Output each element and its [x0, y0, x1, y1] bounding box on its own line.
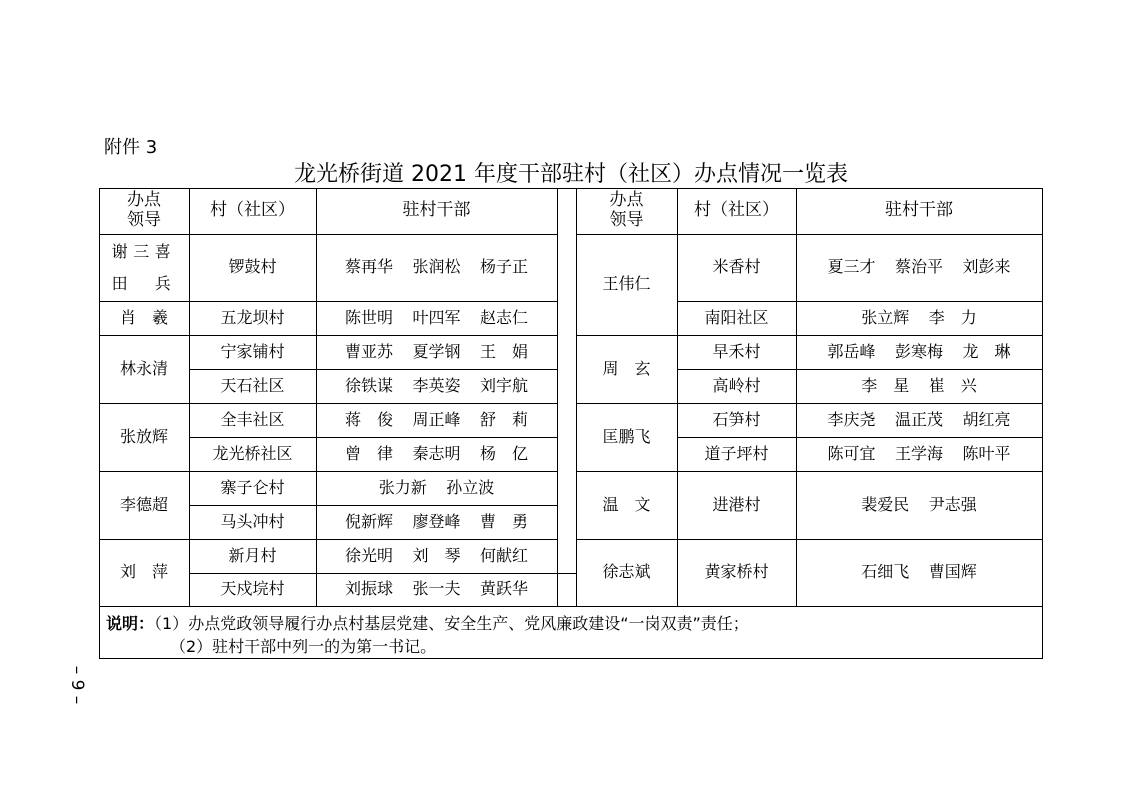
village-name: 宁家铺村	[220, 341, 285, 361]
cadres-cell: 徐光明 刘 琴 何献红	[345, 545, 528, 565]
cadres-cell: 裴爱民 尹志强	[861, 494, 977, 514]
header-leader-line2: 领导	[609, 210, 644, 230]
village-name: 五龙坝村	[220, 307, 285, 327]
cadres-cell: 陈世明 叶四军 赵志仁	[345, 307, 528, 327]
cadres-cell: 刘振球 张一夫 黄跃华	[345, 579, 528, 599]
leader-cell: 匡鹏飞	[602, 426, 651, 446]
note-text: （1）办点党政领导履行办点村基层党建、安全生产、党风廉政建设“一岗双责”责任；	[154, 614, 749, 633]
cadres-cell: 夏三才 蔡治平 刘彭来	[827, 257, 1011, 277]
village-name: 全丰社区	[220, 409, 285, 429]
cadres-cell: 郭岳峰 彭寒梅 龙 琳	[827, 341, 1011, 361]
village-name: 米香村	[712, 257, 761, 277]
village-name: 南阳社区	[704, 307, 769, 327]
notes	[106, 612, 749, 658]
village-name: 高岭村	[712, 375, 761, 395]
header-leader-line1: 办点	[127, 190, 161, 211]
village-name: 龙光桥社区	[212, 443, 293, 463]
leader-name: 田 兵	[111, 273, 177, 293]
cadres-cell: 曹亚苏 夏学钢 王 娟	[345, 341, 528, 361]
page-title: 龙光桥街道 2021 年度干部驻村（社区）办点情况一览表	[294, 162, 848, 187]
header-leader-line2: 领导	[127, 210, 161, 230]
cadres-cell: 蒋 俊 周正峰 舒 莉	[345, 409, 528, 429]
cadres-cell: 李 星 崔 兴	[861, 375, 977, 395]
attachment-label: 附件 3	[104, 137, 158, 158]
assignment-table	[99, 188, 1043, 659]
village-name: 天石社区	[220, 375, 285, 395]
note-line-2	[106, 635, 749, 658]
header-village-right: 村（社区）	[694, 200, 779, 221]
note-text: （2）驻村干部中列一的为第一书记。	[170, 637, 437, 656]
cadres-cell: 石细飞 曹国辉	[861, 562, 977, 582]
notes-label: 说明：	[106, 614, 155, 633]
leader-name: 谢三喜	[111, 241, 177, 261]
leader-cell	[99, 234, 189, 301]
village-name: 道子坪村	[704, 443, 769, 463]
cadres-cell: 张立辉 李 力	[861, 307, 977, 327]
cadres-cell: 蔡再华 张润松 杨子正	[345, 257, 528, 277]
header-cadres: 驻村干部	[402, 200, 471, 221]
village-name: 新月村	[228, 545, 277, 565]
page-number: – 9 –	[67, 665, 87, 705]
leader-cell: 肖 羲	[119, 307, 168, 327]
leader-cell: 林永清	[119, 358, 168, 378]
cadres-cell: 陈可宜 王学海 陈叶平	[827, 443, 1011, 463]
header-leader-right	[576, 188, 677, 234]
village-name: 寨子仑村	[220, 477, 285, 497]
village-name: 锣鼓村	[228, 257, 277, 277]
village-name: 黄家桥村	[704, 562, 769, 582]
header-cadres-right: 驻村干部	[885, 200, 953, 221]
village-name: 石笋村	[712, 409, 761, 429]
leader-cell: 温 文	[602, 494, 651, 514]
village-name: 马头冲村	[220, 511, 285, 531]
village-name: 早禾村	[712, 341, 761, 361]
header-leader	[99, 188, 189, 234]
cadres-cell: 李庆尧 温正茂 胡红亮	[827, 409, 1011, 429]
village-name: 天戍垸村	[220, 579, 285, 599]
leader-cell: 徐志斌	[602, 562, 651, 582]
cadres-cell: 曾 律 秦志明 杨 亿	[345, 443, 528, 463]
leader-cell: 张放辉	[119, 426, 168, 446]
cadres-cell: 徐铁谋 李英姿 刘宇航	[345, 375, 528, 395]
cadres-cell: 张力新 孙立波	[378, 477, 495, 497]
village-name: 进港村	[712, 494, 761, 514]
leader-cell: 王伟仁	[602, 274, 651, 294]
header-village: 村（社区）	[210, 200, 295, 221]
leader-cell: 周 玄	[602, 358, 651, 378]
cadres-cell: 倪新辉 廖登峰 曹 勇	[345, 511, 528, 531]
header-leader-line1: 办点	[609, 190, 644, 211]
note-line-1	[106, 612, 749, 635]
leader-cell: 李德超	[119, 494, 168, 514]
leader-cell: 刘 萍	[119, 562, 168, 582]
